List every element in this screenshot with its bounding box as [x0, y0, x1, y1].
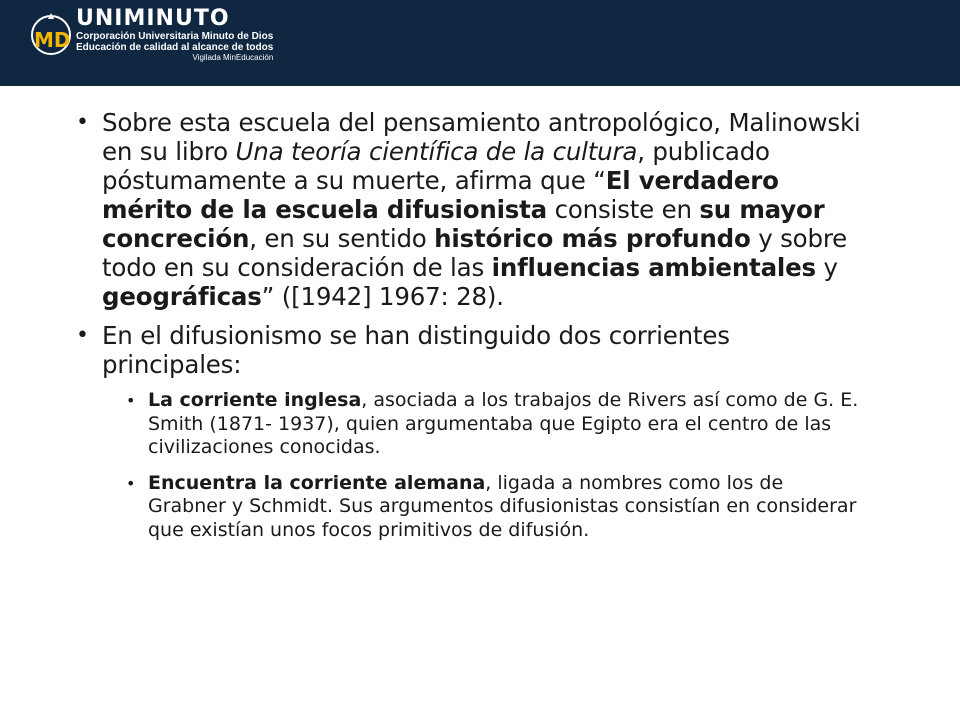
emphasis: geográficas: [102, 282, 262, 311]
text-run: , publicado póstumamente a su muerte, afirma que “: [102, 137, 770, 195]
sub-bullet-english: [126, 389, 866, 460]
uniminuto-logo: [28, 7, 273, 71]
bullet-dot: •: [126, 391, 136, 410]
text-run: , en su sentido: [249, 224, 435, 253]
text-run: y: [815, 253, 838, 282]
emphasis: Encuentra la corriente alemana: [148, 471, 486, 494]
slide-body: [74, 108, 874, 554]
emphasis: influencias ambientales: [491, 253, 816, 282]
bullet-two-currents: [74, 321, 874, 379]
logo-line-1: Corporación Universitaria Minuto de Dios: [76, 31, 274, 42]
emphasis: El verdadero mérito de la escuela difusionista: [102, 166, 779, 224]
bullet-dot: •: [126, 473, 136, 493]
emphasis: La corriente inglesa: [148, 389, 362, 411]
logo-line-2: Educación de calidad al alcance de todos: [76, 42, 274, 53]
emphasis: su mayor concreción: [102, 195, 825, 253]
text-run: ” ([1942] 1967: 28).: [261, 282, 504, 311]
monogram-text: MD: [34, 28, 71, 52]
text-run: y sobre todo en su consideración de las: [102, 224, 848, 282]
sub-bullet-list: [74, 389, 874, 542]
logo-text-block: [76, 7, 273, 63]
md-monogram-icon: [28, 9, 72, 61]
text-run: , asociada a los trabajos de Rivers así como de G. E. Smith (1871- 1937), quien argumentaba que Egipto era el centro de las civilizaciones conocidas.: [148, 389, 859, 458]
emphasis: histórico más profundo: [434, 224, 751, 253]
header-bar: [0, 0, 960, 86]
bullet-dot: •: [76, 110, 89, 135]
book-title: Una teoría científica de la cultura: [235, 137, 638, 166]
logo-line-3: Vigilada MinEducación: [192, 53, 274, 62]
logo-brand: UNIMINUTO: [76, 6, 230, 31]
text-run: Sobre esta escuela del pensamiento antropológico, Malinowski en su libro: [102, 108, 861, 166]
sub-bullet-german: [126, 471, 866, 543]
bullet-malinowski: [74, 108, 874, 311]
bullet-dot: •: [76, 323, 89, 348]
text-run: En el difusionismo se han distinguido dos corrientes principales:: [102, 321, 730, 379]
text-run: consiste en: [547, 195, 700, 224]
text-run: , ligada a nombres como los de Grabner y Schmidt. Sus argumentos difusionistas consistían en considerar que existían unos focos primitivos de difusión.: [148, 471, 857, 541]
